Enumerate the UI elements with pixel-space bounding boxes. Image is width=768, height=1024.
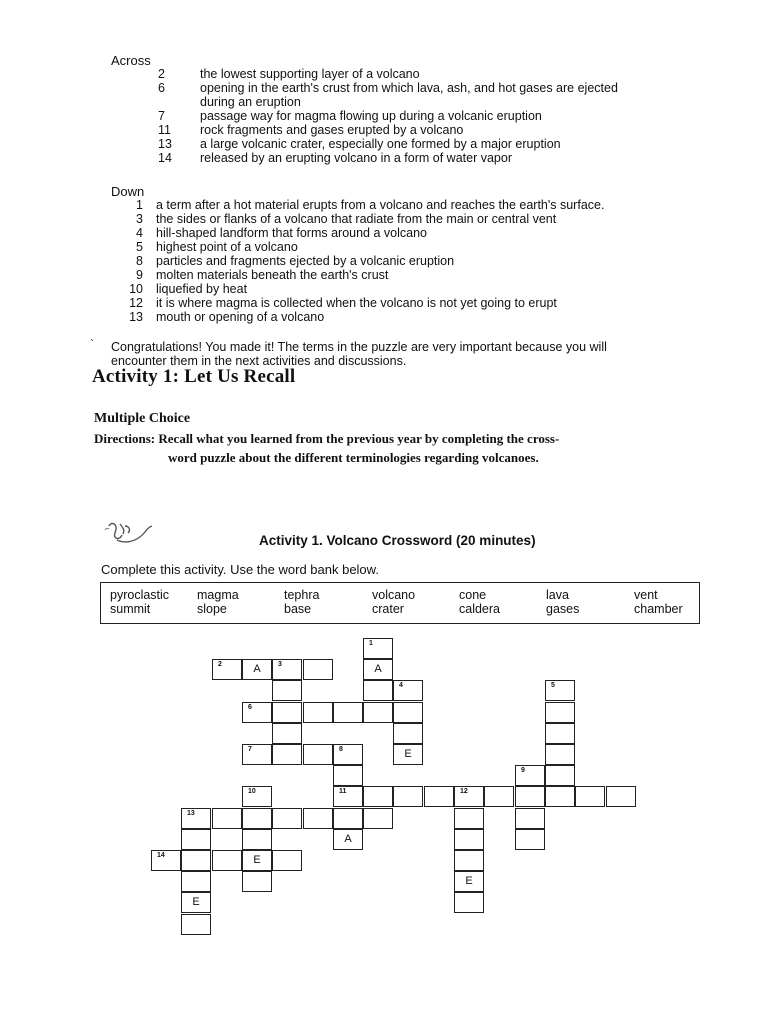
crossword-cell[interactable] (242, 871, 272, 892)
crossword-cell[interactable] (424, 786, 454, 807)
word-bank-word: summit (110, 602, 151, 616)
clue-text: mouth or opening of a volcano (156, 310, 325, 324)
crossword-cell[interactable] (363, 786, 393, 807)
crossword-cell[interactable] (151, 850, 181, 871)
cell-clue-number: 7 (248, 746, 252, 753)
crossword-cell[interactable] (363, 808, 393, 829)
cell-clue-number: 9 (521, 767, 525, 774)
cell-letter: E (253, 854, 261, 866)
backtick-mark: ` (90, 337, 94, 351)
crossword-cell[interactable] (212, 850, 242, 871)
crossword-cell[interactable] (181, 850, 211, 871)
word-bank-word: pyroclastic (110, 588, 170, 602)
directions-line-2: word puzzle about the different terminologies regarding volcanoes. (168, 450, 539, 465)
crossword-cell[interactable] (454, 871, 484, 892)
crossword-cell[interactable] (242, 702, 272, 723)
clue-text: highest point of a volcano (156, 240, 298, 254)
crossword-cell[interactable] (303, 659, 333, 680)
clue-number: 10 (129, 282, 143, 296)
clue-number: 6 (158, 81, 165, 95)
clue-text: a large volcanic crater, especially one formed by a major eruption (200, 137, 561, 151)
cell-letter: A (374, 663, 382, 675)
cell-letter: E (465, 875, 473, 887)
crossword-cell[interactable] (545, 680, 575, 701)
cell-letter: E (192, 896, 200, 908)
crossword-cell[interactable] (393, 680, 423, 701)
word-bank-word: lava (546, 588, 569, 602)
crossword-cell[interactable] (333, 786, 363, 807)
crossword-cell[interactable] (181, 892, 211, 913)
cell-clue-number: 4 (399, 682, 403, 689)
cell-clue-number: 14 (157, 852, 165, 859)
clue-number: 1 (136, 198, 143, 212)
crossword-cell[interactable] (303, 808, 333, 829)
word-bank (100, 582, 700, 624)
crossword-cell[interactable] (393, 702, 423, 723)
crossword-cell[interactable] (212, 659, 242, 680)
word-bank-word: magma (197, 588, 239, 602)
crossword-cell[interactable] (272, 680, 302, 701)
crossword-cell[interactable] (515, 786, 545, 807)
crossword-cell[interactable] (181, 914, 211, 935)
word-bank-word: tephra (284, 588, 320, 602)
crossword-cell[interactable] (303, 744, 333, 765)
cell-clue-number: 2 (218, 661, 222, 668)
crossword-cell[interactable] (333, 808, 363, 829)
clue-text: it is where magma is collected when the volcano is not yet going to erupt (156, 296, 557, 310)
crossword-cell[interactable] (606, 786, 636, 807)
crossword-cell[interactable] (272, 808, 302, 829)
crossword-cell[interactable] (545, 723, 575, 744)
cell-letter: E (404, 748, 412, 760)
clue-number: 9 (136, 268, 143, 282)
activity-title: Activity 1: Let Us Recall (92, 366, 296, 386)
activity-logo-icon (103, 518, 155, 546)
crossword-cell[interactable] (181, 829, 211, 850)
crossword-cell[interactable] (363, 638, 393, 659)
cell-clue-number: 1 (369, 640, 373, 647)
clue-text: hill-shaped landform that forms around a volcano (156, 226, 427, 240)
word-bank-word: vent (634, 588, 658, 602)
crossword-cell[interactable] (515, 765, 545, 786)
crossword-cell[interactable] (484, 786, 514, 807)
crossword-cell[interactable] (212, 808, 242, 829)
clue-number: 13 (158, 137, 172, 151)
crossword-cell[interactable] (333, 829, 363, 850)
crossword-cell[interactable] (454, 892, 484, 913)
crossword-cell[interactable] (181, 808, 211, 829)
word-bank-word: chamber (634, 602, 683, 616)
directions-line-1: Directions: Recall what you learned from the previous year by completing the cross- (94, 431, 560, 446)
crossword-cell[interactable] (545, 702, 575, 723)
clue-text: during an eruption (200, 95, 301, 109)
cell-clue-number: 12 (460, 788, 468, 795)
multiple-choice-label: Multiple Choice (94, 411, 191, 426)
clue-number: 13 (129, 310, 143, 324)
crossword-cell[interactable] (333, 702, 363, 723)
word-bank-word: gases (546, 602, 580, 616)
clue-number: 11 (158, 123, 171, 137)
instruction-text: Complete this activity. Use the word bank below. (101, 562, 379, 577)
clue-text: opening in the earth's crust from which lava, ash, and hot gases are ejected (200, 81, 618, 95)
crossword-cell[interactable] (181, 871, 211, 892)
clue-text: particles and fragments ejected by a volcanic eruption (156, 254, 455, 268)
clue-text: rock fragments and gases erupted by a volcano (200, 123, 464, 137)
congrats-line-1: Congratulations! You made it! The terms in the puzzle are very important because you will (111, 340, 607, 354)
crossword-cell[interactable] (242, 850, 272, 871)
crossword-cell[interactable] (272, 659, 302, 680)
clue-text: liquefied by heat (156, 282, 248, 296)
cell-clue-number: 13 (187, 810, 195, 817)
word-bank-word: crater (372, 602, 404, 616)
clue-text: passage way for magma flowing up during a volcanic eruption (200, 109, 542, 123)
crossword-cell[interactable] (242, 786, 272, 807)
crossword-cell[interactable] (575, 786, 605, 807)
word-bank-word: slope (197, 602, 227, 616)
word-bank-word: caldera (459, 602, 500, 616)
down-heading: Down (111, 184, 145, 199)
clue-number: 4 (136, 226, 143, 240)
crossword-cell[interactable] (515, 808, 545, 829)
across-heading: Across (111, 53, 151, 68)
cell-letter: A (253, 663, 261, 675)
cell-letter: A (344, 833, 352, 845)
clue-text: the lowest supporting layer of a volcano (200, 67, 420, 81)
crossword-cell[interactable] (333, 765, 363, 786)
clue-number: 3 (136, 212, 143, 226)
crossword-cell[interactable] (242, 829, 272, 850)
crossword-cell[interactable] (272, 702, 302, 723)
clue-number: 8 (136, 254, 143, 268)
crossword-cell[interactable] (393, 723, 423, 744)
crossword-cell[interactable] (393, 744, 423, 765)
crossword-cell[interactable] (272, 850, 302, 871)
word-bank-word: base (284, 602, 312, 616)
congrats-line-2: encounter them in the next activities and discussions. (111, 354, 407, 368)
clue-text: a term after a hot material erupts from a volcano and reaches the earth's surface. (156, 198, 605, 212)
cell-clue-number: 10 (248, 788, 256, 795)
clue-text: the sides or flanks of a volcano that radiate from the main or central vent (156, 212, 557, 226)
clue-number: 2 (158, 67, 165, 81)
clue-text: molten materials beneath the earth's crust (156, 268, 389, 282)
clue-text: released by an erupting volcano in a form of water vapor (200, 151, 512, 165)
word-bank-word: cone (459, 588, 487, 602)
crossword-cell[interactable] (242, 744, 272, 765)
crossword-heading: Activity 1. Volcano Crossword (20 minutes) (259, 533, 536, 548)
crossword-cell[interactable] (545, 765, 575, 786)
crossword-cell[interactable] (515, 829, 545, 850)
cell-clue-number: 3 (278, 661, 282, 668)
crossword-cell[interactable] (393, 786, 423, 807)
crossword-cell[interactable] (454, 829, 484, 850)
crossword-cell[interactable] (272, 744, 302, 765)
crossword-cell[interactable] (242, 659, 272, 680)
clue-number: 12 (129, 296, 143, 310)
crossword-cell[interactable] (545, 744, 575, 765)
clue-number: 14 (158, 151, 172, 165)
crossword-cell[interactable] (242, 808, 272, 829)
cell-clue-number: 6 (248, 704, 252, 711)
crossword-cell[interactable] (272, 723, 302, 744)
crossword-cell[interactable] (303, 702, 333, 723)
clue-number: 5 (136, 240, 143, 254)
crossword-cell[interactable] (363, 702, 393, 723)
crossword-cell[interactable] (363, 680, 393, 701)
crossword-cell[interactable] (363, 659, 393, 680)
cell-clue-number: 11 (339, 788, 347, 795)
crossword-cell[interactable] (454, 808, 484, 829)
clue-number: 7 (158, 109, 165, 123)
crossword-cell[interactable] (454, 850, 484, 871)
crossword-cell[interactable] (545, 786, 575, 807)
crossword-cell[interactable] (333, 744, 363, 765)
crossword-cell[interactable] (454, 786, 484, 807)
cell-clue-number: 5 (551, 682, 555, 689)
cell-clue-number: 8 (339, 746, 343, 753)
word-bank-word: volcano (372, 588, 416, 602)
